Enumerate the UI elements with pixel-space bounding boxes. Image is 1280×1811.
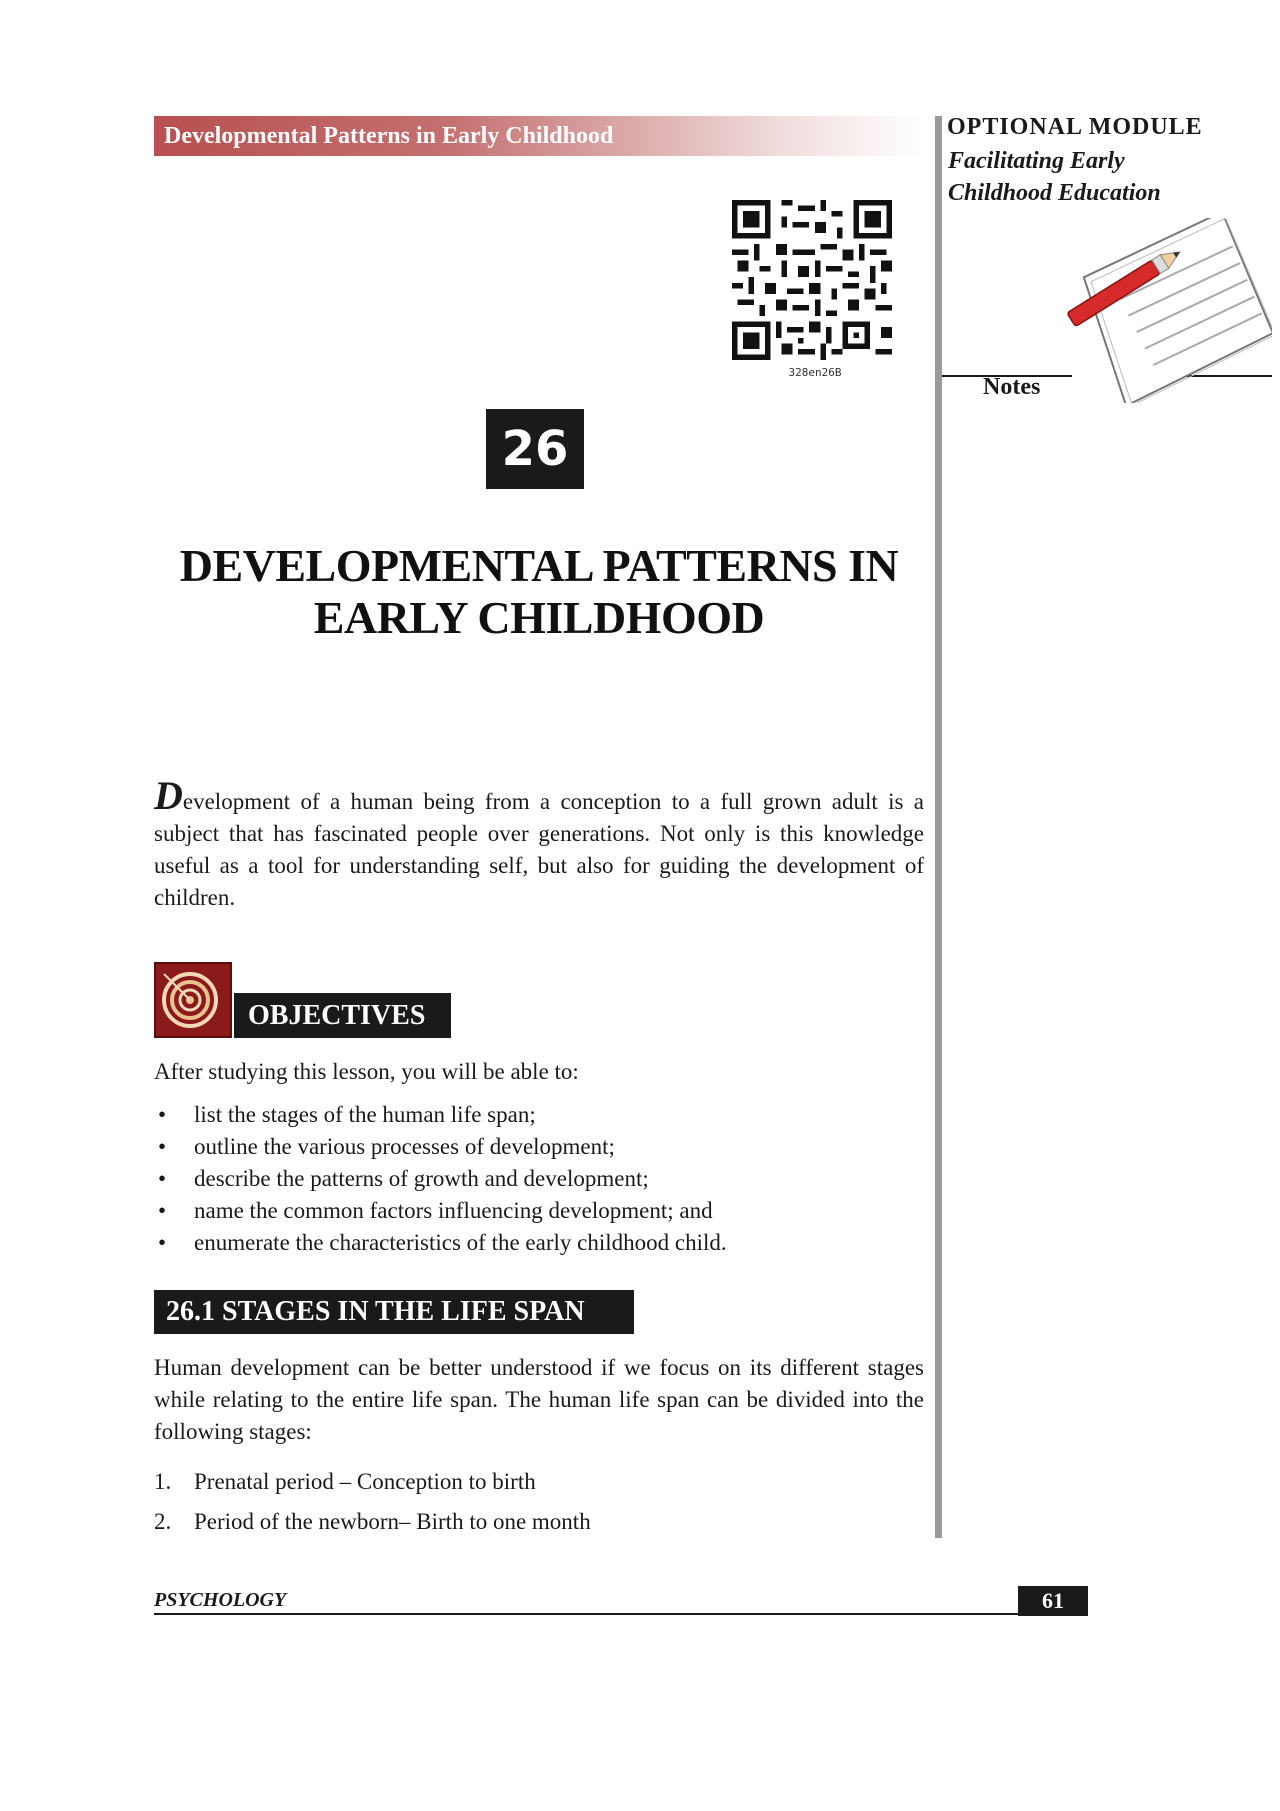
- objectives-list: [154, 1099, 924, 1259]
- objectives-heading: OBJECTIVES: [234, 993, 451, 1038]
- running-header-title: Developmental Patterns in Early Childhood: [164, 123, 614, 149]
- bullet-icon: •: [158, 1134, 167, 1159]
- objectives-icon: [154, 962, 232, 1038]
- list-item: • list the stages of the human life span;: [154, 1099, 924, 1131]
- margin-divider: [935, 116, 942, 1538]
- list-item: [154, 1462, 924, 1502]
- footer-subject: PSYCHOLOGY: [154, 1589, 287, 1611]
- stage-text: Prenatal period – Conception to birth: [194, 1469, 536, 1494]
- intro-dropcap: D: [154, 773, 183, 818]
- footer-rule: [154, 1613, 1086, 1615]
- intro-text: evelopment of a human being from a conception to a full grown adult is a subject that has fascinated people over generations. Not only is this knowledge useful as a tool for understanding self, but also for guiding the development of children.: [154, 789, 924, 910]
- stage-number: 2.: [154, 1509, 172, 1534]
- running-header: [154, 116, 924, 156]
- list-item: • enumerate the characteristics of the early childhood child.: [154, 1227, 924, 1259]
- chapter-number: 26: [486, 409, 584, 489]
- stage-number: 1.: [154, 1469, 172, 1494]
- chapter-title-line2: EARLY CHILDHOOD: [313, 592, 765, 643]
- module-label: OPTIONAL MODULE: [947, 114, 1203, 140]
- chapter-title-line1: DEVELOPMENTAL PATTERNS IN: [179, 540, 899, 591]
- module-title: Facilitating Early Childhood Education: [948, 148, 1161, 206]
- qr-code-label: 328en26B: [788, 366, 842, 379]
- notes-label: Notes: [983, 374, 1041, 400]
- qr-code[interactable]: [732, 200, 892, 360]
- chapter-title: [154, 540, 924, 644]
- intro-paragraph: [154, 773, 924, 914]
- bullet-icon: •: [158, 1102, 167, 1127]
- page-number: 61: [1018, 1586, 1088, 1616]
- bullet-icon: •: [158, 1198, 167, 1223]
- stages-list: [154, 1462, 924, 1542]
- bullet-icon: •: [158, 1230, 167, 1255]
- section-paragraph: Human development can be better understood if we focus on its different stages while relating to the entire life span. The human life span can be divided into the following stages:: [154, 1355, 924, 1444]
- objectives-intro: After studying this lesson, you will be able to:: [154, 1059, 579, 1084]
- section-heading: 26.1 STAGES IN THE LIFE SPAN: [154, 1290, 634, 1334]
- bullet-icon: •: [158, 1166, 167, 1191]
- list-item: • outline the various processes of development;: [154, 1131, 924, 1163]
- stage-text: Period of the newborn– Birth to one month: [194, 1509, 591, 1534]
- list-item: [154, 1502, 924, 1542]
- list-item: • describe the patterns of growth and development;: [154, 1163, 924, 1195]
- list-item: • name the common factors influencing development; and: [154, 1195, 924, 1227]
